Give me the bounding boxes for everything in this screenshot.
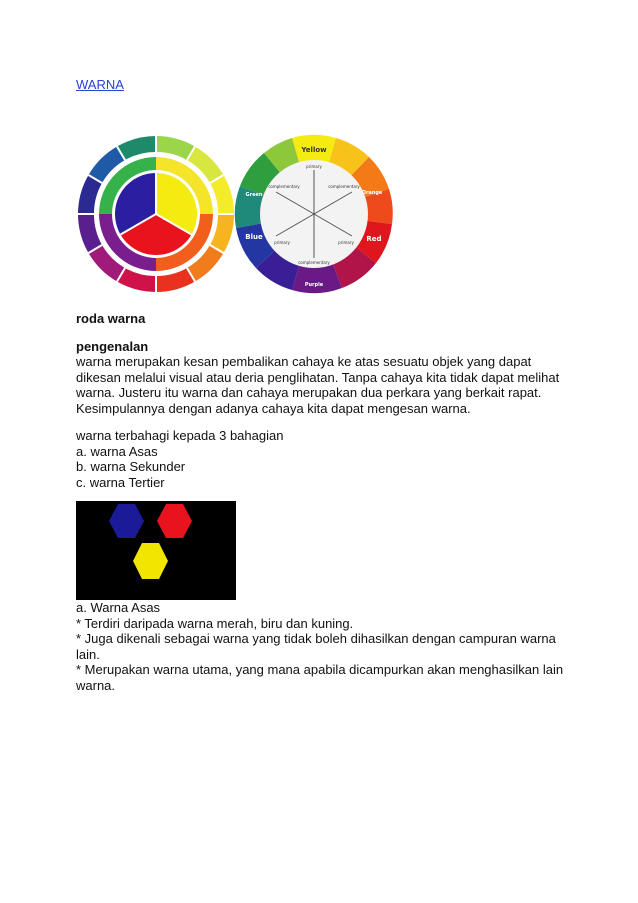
label-orange: Orange [361,190,383,196]
right-color-wheel [235,135,393,293]
section-line: lain. [76,646,100,662]
list-intro: warna terbahagi kepada 3 bahagian [76,428,284,443]
primary-colors-image [76,501,236,600]
section-asas [76,600,576,693]
list-item: b. warna Sekunder [76,459,186,474]
section-line: warna. [76,677,116,693]
intro-line: dikesan melalui visual atau deria penglihatan. Tanpa cahaya kita tidak dapat melihat [76,369,560,385]
hexagons-illustration [76,501,236,600]
color-wheel-images [76,134,406,297]
intro-line: warna. Justeru itu warna dan cahaya merupakan dua perkara yang berkait rapat. [76,385,542,400]
label-yellow: Yellow [301,146,327,154]
label-complementary-bottom: complementary [298,260,330,265]
label-primary-top: primary [306,164,322,169]
label-purple: Purple [304,282,324,288]
label-primary-right: primary [338,240,354,245]
intro-line: Kesimpulannya dengan adanya cahaya kita dapat mengesan warna. [76,400,471,416]
left-color-wheel [78,136,234,292]
list-item: c. warna Tertier [76,474,165,490]
label-green: Green [245,192,263,198]
section-title: a. Warna Asas [76,600,161,615]
red-hexagon [157,504,192,538]
blue-hexagon [109,504,144,538]
section-heading: pengenalan [76,339,149,354]
label-blue: Blue [245,233,263,241]
list-item: a. warna Asas [76,443,158,459]
title-link[interactable]: WARNA [76,77,124,92]
yellow-hexagon [133,543,168,579]
caption: roda warna [76,311,146,326]
list-block [76,428,576,490]
section-line: * Terdiri daripada warna merah, biru dan kuning. [76,615,354,631]
color-wheels-illustration [76,134,406,294]
section-line: * Merupakan warna utama, yang mana apabila dicampurkan akan menghasilkan lain [76,662,564,677]
section-line: * Juga dikenali sebagai warna yang tidak boleh dihasilkan dengan campuran warna [76,631,556,646]
intro-paragraph [76,354,576,416]
label-complementary-left: complementary [268,184,300,189]
intro-line: warna merupakan kesan pembalikan cahaya ke atas sesuatu objek yang dapat [76,354,532,369]
label-red: Red [366,235,382,243]
label-complementary-right: complementary [328,184,360,189]
label-primary-left: primary [274,240,290,245]
